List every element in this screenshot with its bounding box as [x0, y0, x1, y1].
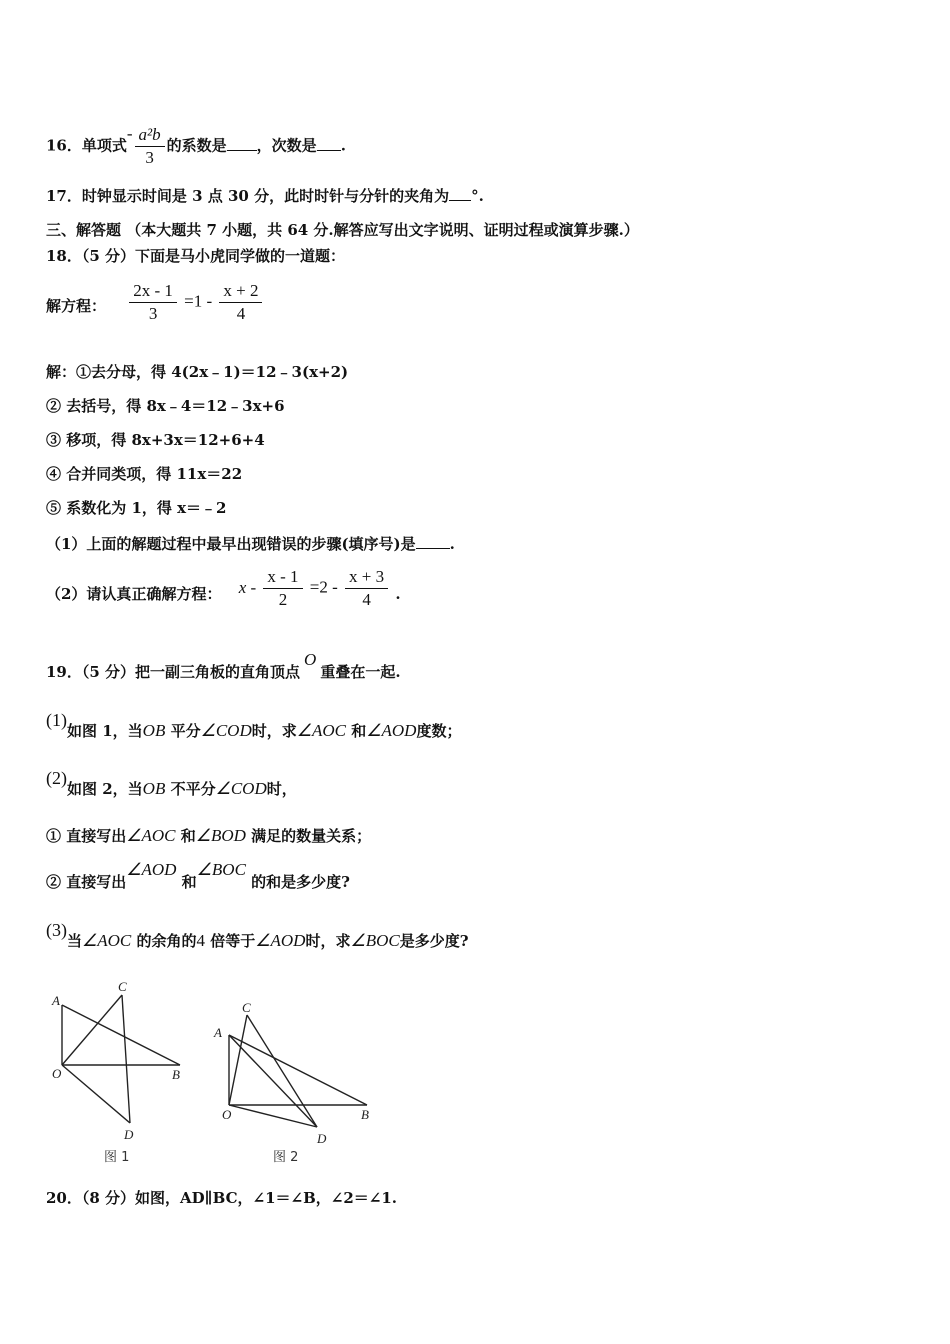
fig1-label-a: A [52, 993, 60, 1008]
figure-1 [40, 975, 200, 1170]
fig1-label-c: C [118, 979, 127, 994]
fig1-label-o: O [52, 1066, 62, 1081]
fig2-segment-cd [247, 1015, 317, 1127]
q19-part-1: (1)如图 1，当OB 平分∠COD时，求∠AOC 和∠AOD度数； [46, 710, 462, 740]
q18-equation: 解方程： $\frac{2x - 1}{3}$ =1 - $\frac{x + 2}{4}$ [46, 280, 264, 325]
q16-line: 16．单项式- $\frac{\text{a²b}}{3}$ 的系数是 ，次数是 . [46, 123, 346, 167]
fig2-segment-od [229, 1105, 317, 1127]
fig1-caption: 图 1 [104, 1150, 130, 1165]
q18-step-4: ④ 合并同类项，得 11x＝22 [46, 465, 243, 483]
fig2-caption: 图 2 [273, 1150, 299, 1165]
figure-2 [205, 995, 390, 1170]
fig2-label-b: B [361, 1107, 369, 1122]
fig1-segment-od [62, 1065, 130, 1123]
q16-blank-2[interactable] [317, 136, 341, 151]
q20-line: 20．（8 分）如图，AD∥BC，∠1＝∠B，∠2＝∠1. [46, 1189, 397, 1207]
fig1-segment-cd [122, 995, 130, 1123]
q19-intro: 19．（5 分）把一副三角板的直角顶点O重叠在一起. [46, 650, 401, 681]
q18-sub2: （2）请认真正确解方程： x - $\frac{x - 1}{2}$ =2 - $\frac{x + 3}{4}$ . [46, 567, 401, 609]
q18-step-3: ③ 移项，得 8x+3x＝12+6+4 [46, 431, 265, 449]
q19-part-3: (3)当∠AOC 的余角的4 倍等于∠AOD时，求∠BOC是多少度? [46, 920, 469, 950]
q19-part-2-2: ② 直接写出∠AOD 和∠BOC 的和是多少度? [46, 860, 350, 891]
fig1-segment-ab [62, 1005, 180, 1065]
q16-fraction: $\frac{\text{a²b}}{3}$ [135, 124, 165, 169]
q18-blank[interactable] [416, 534, 450, 549]
fig2-label-d: D [317, 1131, 327, 1146]
fig2-label-o: O [222, 1107, 232, 1122]
q17-blank[interactable] [449, 186, 471, 201]
q18-step-5: ⑤ 系数化为 1，得 x＝﹣2 [46, 499, 227, 517]
q18-sub1: （1）上面的解题过程中最早出现错误的步骤(填序号)是 . [46, 535, 455, 553]
section3-title: 三、解答题 （本大题共 7 小题，共 64 分.解答应写出文字说明、证明过程或演算步骤.） [46, 221, 639, 239]
q17-line: 17．时钟显示时间是 3 点 30 分，此时时针与分针的夹角为 °. [46, 187, 484, 205]
fig2-label-a: A [214, 1025, 222, 1040]
fig2-segment-oc [229, 1015, 247, 1105]
q19-part-2: (2)如图 2，当OB 不平分∠COD时， [46, 768, 297, 798]
q18-intro: 18．（5 分）下面是马小虎同学做的一道题： [46, 247, 346, 265]
fig2-label-c: C [242, 1000, 251, 1015]
q19-part-2-1: ① 直接写出∠AOC 和∠BOD 满足的数量关系； [46, 826, 372, 845]
q18-step-2: ② 去括号，得 8x﹣4＝12﹣3x+6 [46, 397, 285, 415]
q18-step-1: 解：①去分母，得 4(2x﹣1)＝12﹣3(x+2) [46, 363, 349, 381]
fig1-label-b: B [172, 1067, 180, 1082]
fig1-label-d: D [124, 1127, 134, 1142]
q16-blank-1[interactable] [227, 136, 257, 151]
fig2-segment-ab [229, 1035, 367, 1105]
fig2-segment-ad [229, 1035, 317, 1127]
fig1-segment-oc [62, 995, 122, 1065]
